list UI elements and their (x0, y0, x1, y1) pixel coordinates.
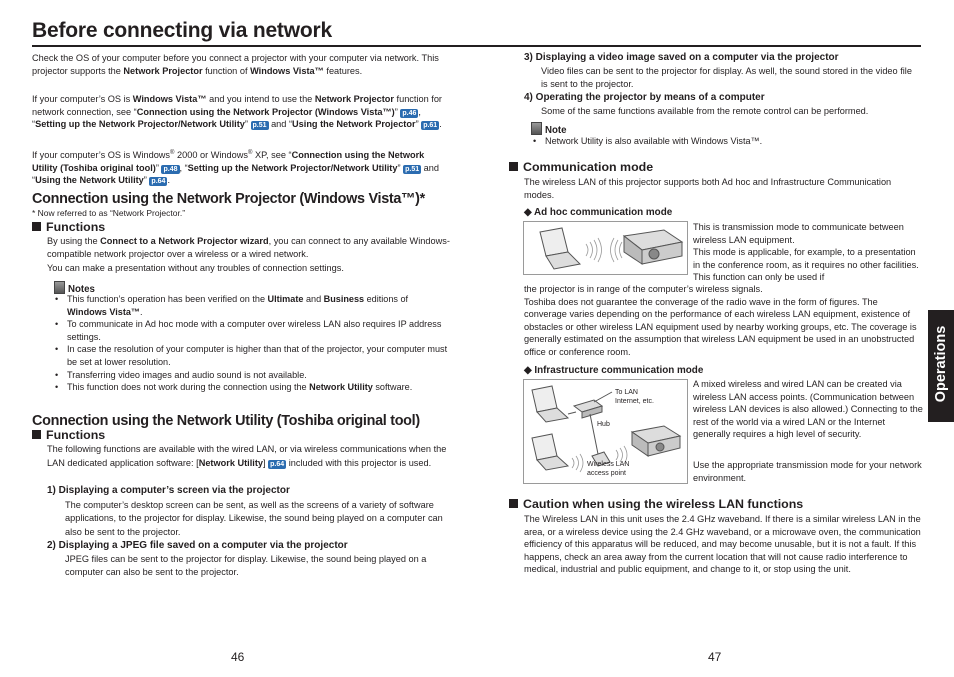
item-text-4: Some of the same functions available from the remote control can be performed. (541, 106, 869, 116)
infrastructure-diagram (523, 379, 688, 484)
item-text-3: Video files can be sent to the projector for display. As well, the sound stored in the video file is sent to the projector. (541, 66, 912, 89)
section-heading-vista: Connection using the Network Projector (Windows Vista™)* (32, 191, 425, 207)
item-heading-1: 1) Displaying a computer’s screen via the projector (47, 485, 290, 496)
item-heading-2: 2) Displaying a JPEG file saved on a computer via the projector (47, 540, 348, 551)
adhoc-diagram-svg (524, 222, 687, 274)
caution-heading: Caution when using the wireless LAN functions (509, 497, 803, 511)
adhoc-side-text: This is transmission mode to communicate between wireless LAN equipment. This mode is applicable, for example, to a presentation in the conference room, as it requires no other facilities. This function can only be used if (693, 222, 919, 282)
square-bullet-icon (32, 222, 41, 231)
square-bullet-icon (32, 430, 41, 439)
functions-heading-2: Functions (32, 428, 105, 442)
page-ref-link[interactable]: p.51 (405, 165, 420, 173)
page-title: Before connecting via network (32, 19, 332, 42)
hub-label: Hub (597, 421, 610, 428)
wireless-waves-icon (586, 238, 622, 262)
list-item: • Transferring video images and audio sound is not available. (53, 369, 448, 382)
vista-paragraph: If your computer’s OS is Windows Vista™ and you intend to use the Network Projector function for network connection, see “Connection using the Network Projector (Windows Vista™)” p.46 , “Setting up the Network Projector/Network Utility” p.51 and “Using the Network Projector” p.61 . (32, 94, 442, 130)
functions-paragraph-2: You can make a presentation without any troubles of connection settings. (47, 263, 344, 273)
projector-icon (632, 426, 680, 456)
adhoc-heading: ◆ Ad hoc communication mode (524, 207, 673, 218)
page-ref-link[interactable]: p.64 (270, 460, 285, 468)
intro-paragraph: Check the OS of your computer before you connect a projector with your computer via network. This projector supports the Network Projector function of Windows Vista™ features. (32, 53, 439, 76)
item-text-2: JPEG files can be sent to the projector for display. Likewise, the sound being played on a computer can also be sent to the projector. (65, 554, 427, 578)
title-rule (32, 45, 921, 47)
list-item: • To communicate in Ad hoc mode with a computer over wireless LAN also requires IP address settings. (53, 318, 448, 343)
projector-icon (624, 230, 682, 264)
footnote: * Now referred to as “Network Projector.” (32, 208, 186, 218)
section-heading-utility: Connection using the Network Utility (Toshiba original tool) (32, 413, 420, 429)
page-number-left: 46 (231, 650, 245, 664)
hub-icon (574, 400, 602, 418)
notes-list (53, 293, 448, 394)
adhoc-continued-text: the projector is in range of the computer’s wireless signals. Toshiba does not guarantee the converage of the radio wave in the form of figures. The converage varies depending on the performance of each wireless LAN equipment, existence of obstacles or other wireless LAN equipment used by nearby working groups, etc. The coverage is generally estimated on the assumption that wireless LAN equipment be used in an unobstructed office or conference room. (524, 284, 917, 357)
list-item: • In case the resolution of your computer is higher than that of the projector, your computer must be set at lower resolution. (53, 343, 448, 368)
infrastructure-side-text-2: Use the appropriate transmission mode for your network environment. (693, 460, 922, 483)
page-ref-link[interactable]: p.51 (252, 122, 267, 130)
page-ref-link[interactable]: p.46 (402, 109, 417, 117)
laptop-icon (532, 386, 568, 422)
page-ref-link[interactable]: p.64 (151, 178, 166, 186)
laptop-icon (532, 434, 568, 470)
item-heading-4: 4) Operating the projector by means of a computer (524, 92, 765, 103)
list-item: • This function does not work during the connection using the Network Utility software. (53, 381, 448, 394)
functions-heading: Functions (32, 220, 105, 234)
page-number-right: 47 (708, 650, 722, 664)
infrastructure-heading: ◆ Infrastructure communication mode (524, 365, 704, 376)
caution-paragraph: The Wireless LAN in this unit uses the 2.4 GHz waveband. If there is a similar wireless LAN in the area, or a wireless device using the 2.4 GHz waveband, or a microwave oven, the communication efficiency of this apparatus will be reduced, and may become unusable, but it is not a fault. If this happens, check an area away from the current location that will not cause radio interference to medical, industrial and public equipment, and change to it, or stop using the unit. (524, 514, 921, 575)
square-bullet-icon (509, 499, 518, 508)
list-item: • This function’s operation has been verified on the Ultimate and Business editions of Windows Vista™. (53, 293, 448, 318)
communication-paragraph: The wireless LAN of this projector supports both Ad hoc and Infrastructure Communication modes. (524, 177, 892, 200)
operations-side-tab: Operations (928, 310, 954, 422)
access-point-label: Wireless LAN access point (587, 461, 630, 477)
communication-heading: Communication mode (509, 160, 653, 174)
note-list (531, 135, 911, 148)
list-item: • Network Utility is also available with Windows Vista™. (531, 135, 911, 148)
item-text-1: The computer’s desktop screen can be sent, as well as the screens of a variety of software applications, to the projector for display. Likewise, the sound being played on a computer can also be sent to the projector. (65, 500, 443, 537)
note-heading: Note (531, 122, 567, 136)
note-icon (531, 122, 542, 135)
functions2-paragraph: The following functions are available with the wired LAN, or via wireless communications when the LAN dedicated application software: [Network Utility] p.64 included with this projector is used. (47, 444, 447, 468)
xp-paragraph: If your computer’s OS is Windows® 2000 or Windows® XP, see “Connection using the Network Utility (Toshiba original tool)” p.48 , “Setting up the Network Projector/Network Utility” p.51 and “Using the Network Utility” p.64 . (32, 150, 440, 186)
page-ref-link[interactable]: p.61 (423, 122, 438, 130)
page-ref-link[interactable]: p.48 (163, 165, 178, 173)
square-bullet-icon (509, 162, 518, 171)
item-heading-3: 3) Displaying a video image saved on a computer via the projector (524, 52, 839, 63)
laptop-icon (540, 228, 580, 269)
functions-paragraph: By using the Connect to a Network Projector wizard, you can connect to any available Windows-compatible network projector over a wireless or a wired network. (47, 236, 450, 259)
adhoc-diagram (523, 221, 688, 275)
to-lan-label: To LAN Internet, etc. (615, 389, 654, 405)
infrastructure-side-text: A mixed wireless and wired LAN can be created via wireless LAN access points. (Communication between wireless LAN devices is also allowed.) Connecting to the rest of the world via a wired LAN or the Internet generally requires a high level of security. (693, 379, 923, 439)
notes-heading: Notes (54, 281, 95, 295)
